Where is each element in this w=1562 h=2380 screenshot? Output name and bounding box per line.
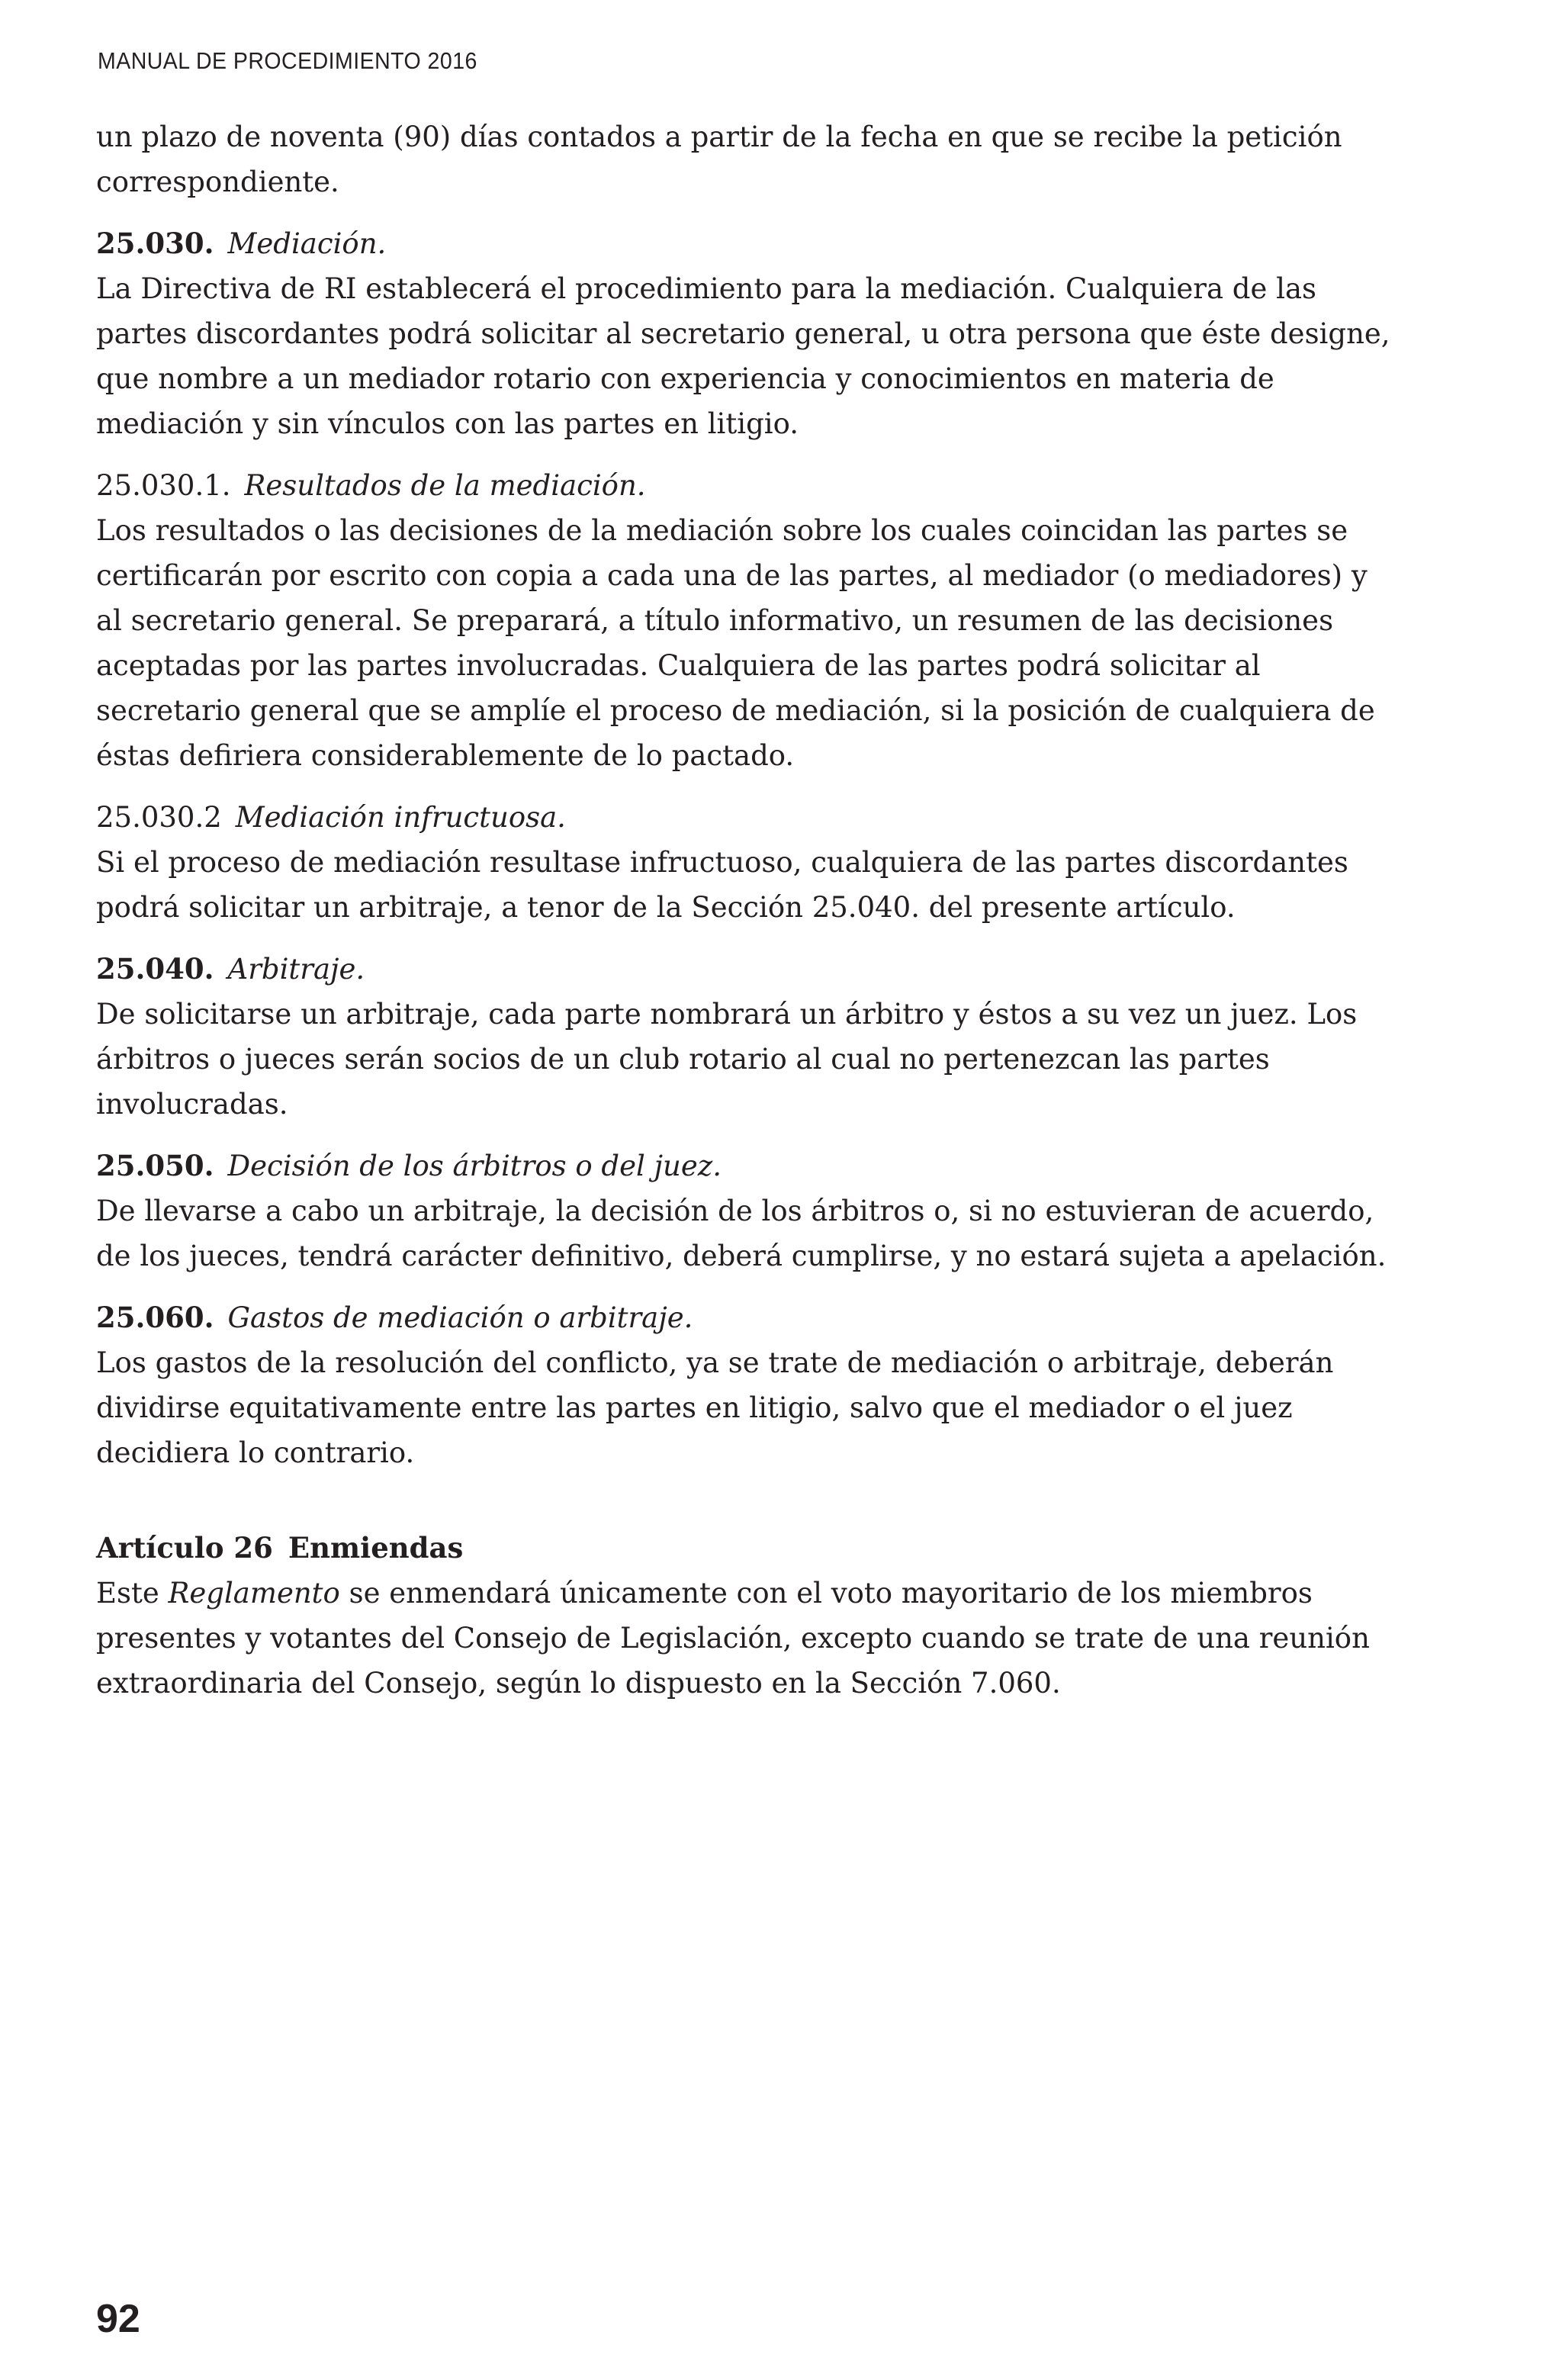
- section-title: Resultados de la mediación.: [244, 469, 646, 502]
- article-text: [96, 1571, 1393, 1706]
- section-number: 25.030.1.: [96, 469, 231, 502]
- section-25-030-2: [96, 795, 1393, 930]
- section-heading: [96, 1295, 1393, 1340]
- section-25-030: [96, 221, 1393, 446]
- section-25-030-1: [96, 463, 1393, 778]
- article-heading: [96, 1526, 1393, 1571]
- section-title: Mediación.: [227, 227, 387, 260]
- section-text: Los resultados o las decisiones de la mediación sobre los cuales coincidan las partes se certificarán por escrito con copia a cada una de las partes, al mediador (o mediadores) y al secretario general. Se preparará, a título informativo, un resumen de las decisiones aceptadas por las partes involucradas. Cualquiera de las partes podrá solicitar al secretario general que se amplíe el proceso de mediación, si la posición de cualquiera de éstas defiriera considerablemente de lo pactado.: [96, 514, 1375, 772]
- section-heading: [96, 463, 1393, 508]
- article-text-start: Este: [96, 1577, 169, 1610]
- article-text-rest: se enmendará únicamente con el voto mayoritario de los miembros presentes y votantes del Consejo de Legislación, excepto cuando se trate de una reunión extraordinaria del Consejo, según lo dispuesto en la Sección 7.060.: [96, 1577, 1370, 1700]
- section-number: 25.030.2: [96, 801, 222, 834]
- section-text: De solicitarse un arbitraje, cada parte nombrará un árbitro y éstos a su vez un juez. Los árbitros o jueces serán socios de un club rotario al cual no pertenezcan las partes involucradas.: [96, 998, 1358, 1121]
- section-title: Arbitraje.: [227, 953, 365, 986]
- intro-paragraph: un plazo de noventa (90) días contados a partir de la fecha en que se recibe la petición correspondiente.: [96, 121, 1342, 198]
- section-text: Si el proceso de mediación resultase infructuoso, cualquiera de las partes discordantes podrá solicitar un arbitraje, a tenor de la Sección 25.040. del presente artículo.: [96, 846, 1348, 924]
- running-header: MANUAL DE PROCEDIMIENTO 2016: [98, 47, 477, 74]
- article-26: [96, 1526, 1393, 1706]
- page-number: 92: [96, 2297, 140, 2341]
- section-25-060: [96, 1295, 1393, 1475]
- section-text: Los gastos de la resolución del conflicto, ya se trate de mediación o arbitraje, deberán dividirse equitativamente entre las partes en litigio, salvo que el mediador o el juez decidiera lo contrario.: [96, 1346, 1334, 1469]
- section-heading: [96, 1143, 1393, 1188]
- section-number: 25.060.: [96, 1301, 214, 1334]
- section-title: Decisión de los árbitros o del juez.: [227, 1150, 722, 1182]
- section-number: 25.040.: [96, 952, 214, 986]
- section-title: Mediación infructuosa.: [235, 801, 566, 834]
- section-25-040: [96, 947, 1393, 1127]
- reglamento-emphasis: Reglamento: [168, 1577, 340, 1610]
- section-text: La Directiva de RI establecerá el procedimiento para la mediación. Cualquiera de las partes discordantes podrá solicitar al secretario general, u otra persona que éste designe, que nombre a un mediador rotario con experiencia y conocimientos en materia de mediación y sin vínculos con las partes en litigio.: [96, 272, 1390, 440]
- section-title: Gastos de mediación o arbitraje.: [227, 1301, 693, 1334]
- article-title: Enmiendas: [288, 1531, 464, 1565]
- section-heading: [96, 221, 1393, 266]
- page-body: [96, 114, 1393, 1706]
- section-heading: [96, 947, 1393, 992]
- section-heading: [96, 795, 1393, 840]
- section-number: 25.050.: [96, 1149, 214, 1182]
- section-number: 25.030.: [96, 227, 214, 260]
- section-text: De llevarse a cabo un arbitraje, la decisión de los árbitros o, si no estuvieran de acuerdo, de los jueces, tendrá carácter definitivo, deberá cumplirse, y no estará sujeta a apelación.: [96, 1195, 1387, 1272]
- article-number: Artículo 26: [96, 1531, 273, 1565]
- section-25-050: [96, 1143, 1393, 1278]
